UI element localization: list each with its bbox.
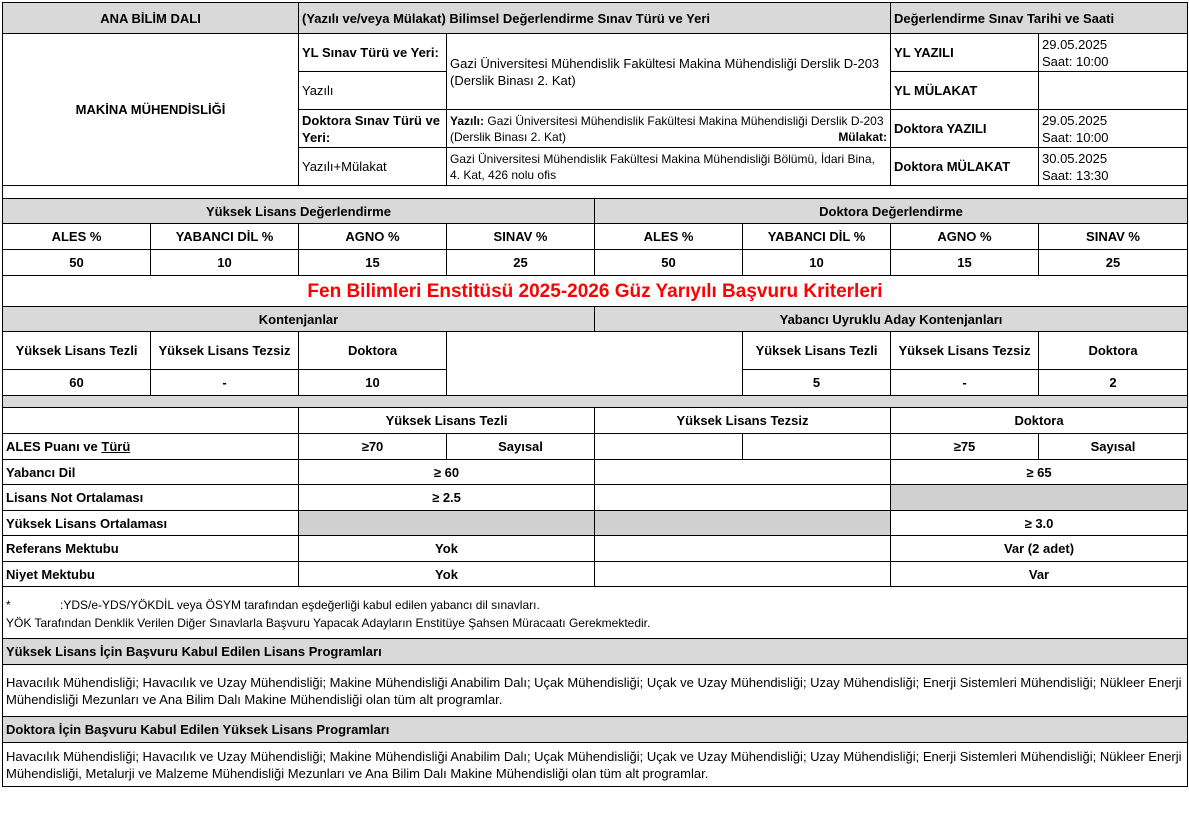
lang-nonthesis [595, 460, 891, 485]
dr-eval-col: ALES % [595, 224, 743, 250]
lang-dr: ≥ 65 [891, 460, 1188, 485]
gpa-dr [891, 485, 1188, 511]
criteria-table [2, 2, 1188, 787]
quota-col: Yüksek Lisans Tezsiz [151, 332, 299, 370]
quota-header-row [3, 332, 1188, 370]
notes-row [3, 587, 1188, 639]
foreign-quota-value: 5 [743, 370, 891, 396]
dr-interview-label: Mülakat: [838, 129, 887, 144]
note-1-text: :YDS/e-YDS/YÖKDİL veya ÖSYM tarafından eşdeğerliği kabul edilen yabancı dil sınavları. [60, 597, 540, 612]
dr-programs-row [3, 743, 1188, 787]
exam-row-1 [3, 34, 1188, 72]
dr-eval-value: 50 [595, 250, 743, 276]
header-exam-type: (Yazılı ve/veya Mülakat) Bilimsel Değerlendirme Sınav Türü ve Yeri [299, 3, 891, 34]
foreign-quota-col: Doktora [1039, 332, 1188, 370]
ales-nonthesis-score [595, 434, 743, 460]
quota-col: Yüksek Lisans Tezli [3, 332, 151, 370]
yl-programs-title: Yüksek Lisans İçin Başvuru Kabul Edilen Lisans Programları [3, 639, 1188, 665]
yl-evaluation-title: Yüksek Lisans Değerlendirme [3, 199, 595, 224]
ales-yl-type: Sayısal [447, 434, 595, 460]
gpa-nonthesis [595, 485, 891, 511]
intent-nonthesis [595, 562, 891, 587]
foreign-quota-value: - [891, 370, 1039, 396]
dr-eval-value: 15 [891, 250, 1039, 276]
yl-programs-text: Havacılık Mühendisliği; Havacılık ve Uzay Mühendisliği; Makine Mühendisliği Anabilim Dalı; Uçak Mühendisliği; Uçak ve Uzay Mühendisliği; Uzay Mühendisliği; Enerji Sistemleri Mühendisliği; Nükleer Enerji Mühendisliği Mezunları ve Ana Bilim Dalı Makine Mühendisliği olan tüm alt programlar. [3, 665, 1188, 717]
yl-exam-place: Gazi Üniversitesi Mühendislik Fakültesi Makina Mühendisliği Derslik D-203 (Derslik Binası 2. Kat) [447, 34, 891, 110]
yl-eval-col: SINAV % [447, 224, 595, 250]
criteria-intent-row [3, 562, 1188, 587]
quota-value: - [151, 370, 299, 396]
header-exam-date: Değerlendirme Sınav Tarihi ve Saati [891, 3, 1188, 34]
dr-interview-date: 30.05.2025 [1042, 150, 1108, 166]
dr-eval-col: SINAV % [1039, 224, 1188, 250]
dr-written-label: Yazılı: [450, 113, 485, 128]
yl-eval-value: 50 [3, 250, 151, 276]
evaluation-title-row [3, 199, 1188, 224]
lang-label: Yabancı Dil [3, 460, 299, 485]
criteria-ales-row [3, 434, 1188, 460]
criteria-ref-row [3, 536, 1188, 562]
yl-interview-date [1039, 72, 1188, 110]
ref-nonthesis [595, 536, 891, 562]
msgpa-nonthesis [595, 511, 891, 536]
dr-programs-title: Doktora İçin Başvuru Kabul Edilen Yüksek Lisans Programları [3, 717, 1188, 743]
department-name: MAKİNA MÜHENDİSLİĞİ [3, 34, 299, 186]
gray-spacer-row [3, 396, 1188, 408]
notes [3, 587, 1188, 639]
intent-yl: Yok [299, 562, 595, 587]
header-department: ANA BİLİM DALI [3, 3, 299, 34]
spacer-row [3, 186, 1188, 199]
quota-title: Kontenjanlar [3, 307, 595, 332]
evaluation-values-row [3, 250, 1188, 276]
ales-dr-score: ≥75 [891, 434, 1039, 460]
criteria-col-dr: Doktora [891, 408, 1188, 434]
ales-label [3, 434, 299, 460]
yl-eval-col: YABANCI DİL % [151, 224, 299, 250]
quota-title-row [3, 307, 1188, 332]
gpa-yl: ≥ 2.5 [299, 485, 595, 511]
lang-yl: ≥ 60 [299, 460, 595, 485]
dr-written-place-cell [447, 110, 891, 148]
ales-dr-type: Sayısal [1039, 434, 1188, 460]
dr-written-place: Gazi Üniversitesi Mühendislik Fakültesi Makina Mühendisliği Derslik D-203 (Derslik Binası 2. Kat) [450, 113, 884, 144]
yl-written-datetime [1039, 34, 1188, 72]
dr-written-date-label: Doktora YAZILI [891, 110, 1039, 148]
yl-interview-label: YL MÜLAKAT [891, 72, 1039, 110]
dr-programs-title-row [3, 717, 1188, 743]
yl-written-date: 29.05.2025 [1042, 36, 1108, 52]
ales-label-b: Türü [101, 439, 131, 454]
note-star: * [6, 597, 11, 612]
dr-programs-text: Havacılık Mühendisliği; Havacılık ve Uzay Mühendisliği; Makine Mühendisliği Anabilim Dalı; Uçak Mühendisliği; Uçak ve Uzay Mühendisliği; Uzay Mühendisliği; Enerji Sistemleri Mühendisliği; Nükleer Enerji Mühendisliği, Metalurji ve Malzeme Mühendisliği Mezunları ve Ana Bilim Dalı Makine Mühendisliği olan tüm alt programlar. [3, 743, 1188, 787]
criteria-sheet [2, 2, 1187, 787]
yl-programs-title-row [3, 639, 1188, 665]
gpa-label: Lisans Not Ortalaması [3, 485, 299, 511]
quota-empty [447, 332, 743, 396]
quota-col: Doktora [299, 332, 447, 370]
foreign-quota-value: 2 [1039, 370, 1188, 396]
evaluation-header-row [3, 224, 1188, 250]
quota-value: 10 [299, 370, 447, 396]
criteria-corner [3, 408, 299, 434]
msgpa-dr: ≥ 3.0 [891, 511, 1188, 536]
dr-written-time: Saat: 10:00 [1042, 129, 1109, 145]
dr-eval-col: YABANCI DİL % [743, 224, 891, 250]
ales-nonthesis-type [743, 434, 891, 460]
criteria-gpa-row [3, 485, 1188, 511]
ref-yl: Yok [299, 536, 595, 562]
page-title: Fen Bilimleri Enstitüsü 2025-2026 Güz Yarıyılı Başvuru Kriterleri [3, 276, 1188, 307]
yl-eval-col: AGNO % [299, 224, 447, 250]
title-row [3, 276, 1188, 307]
criteria-msgpa-row [3, 511, 1188, 536]
note-2: YÖK Tarafından Denklik Verilen Diğer Sınavlarla Başvuru Yapacak Adayların Enstitüye Şahsen Müracaatı Gerekmektedir. [6, 615, 651, 630]
criteria-col-yl-nonthesis: Yüksek Lisans Tezsiz [595, 408, 891, 434]
dr-eval-col: AGNO % [891, 224, 1039, 250]
yl-written-label: YL YAZILI [891, 34, 1039, 72]
note-1 [6, 597, 1184, 613]
yl-eval-value: 15 [299, 250, 447, 276]
ref-dr: Var (2 adet) [891, 536, 1188, 562]
foreign-quota-col: Yüksek Lisans Tezli [743, 332, 891, 370]
quota-value: 60 [3, 370, 151, 396]
ref-label: Referans Mektubu [3, 536, 299, 562]
dr-exam-type: Yazılı+Mülakat [299, 148, 447, 186]
dr-evaluation-title: Doktora Değerlendirme [595, 199, 1188, 224]
yl-exam-type: Yazılı [299, 72, 447, 110]
intent-dr: Var [891, 562, 1188, 587]
intent-label: Niyet Mektubu [3, 562, 299, 587]
foreign-quota-col: Yüksek Lisans Tezsiz [891, 332, 1039, 370]
foreign-quota-title: Yabancı Uyruklu Aday Kontenjanları [595, 307, 1188, 332]
criteria-col-yl-thesis: Yüksek Lisans Tezli [299, 408, 595, 434]
msgpa-label: Yüksek Lisans Ortalaması [3, 511, 299, 536]
dr-eval-value: 10 [743, 250, 891, 276]
ales-label-a: ALES Puanı ve [6, 439, 102, 454]
header-row [3, 3, 1188, 34]
criteria-header-row [3, 408, 1188, 434]
dr-exam-label: Doktora Sınav Türü ve Yeri: [299, 110, 447, 148]
yl-eval-value: 10 [151, 250, 299, 276]
yl-programs-row [3, 665, 1188, 717]
dr-interview-time: Saat: 13:30 [1042, 167, 1109, 183]
criteria-lang-row [3, 460, 1188, 485]
dr-written-datetime [1039, 110, 1188, 148]
yl-exam-label: YL Sınav Türü ve Yeri: [299, 34, 447, 72]
dr-interview-place: Gazi Üniversitesi Mühendislik Fakültesi Makina Mühendisliği Bölümü, İdari Bina, 4. Kat, 426 nolu ofis [447, 148, 891, 186]
dr-eval-value: 25 [1039, 250, 1188, 276]
dr-written-date: 29.05.2025 [1042, 112, 1108, 128]
yl-eval-col: ALES % [3, 224, 151, 250]
yl-written-time: Saat: 10:00 [1042, 53, 1109, 69]
dr-interview-datetime [1039, 148, 1188, 186]
msgpa-yl [299, 511, 595, 536]
dr-interview-date-label: Doktora MÜLAKAT [891, 148, 1039, 186]
yl-eval-value: 25 [447, 250, 595, 276]
ales-yl-score: ≥70 [299, 434, 447, 460]
